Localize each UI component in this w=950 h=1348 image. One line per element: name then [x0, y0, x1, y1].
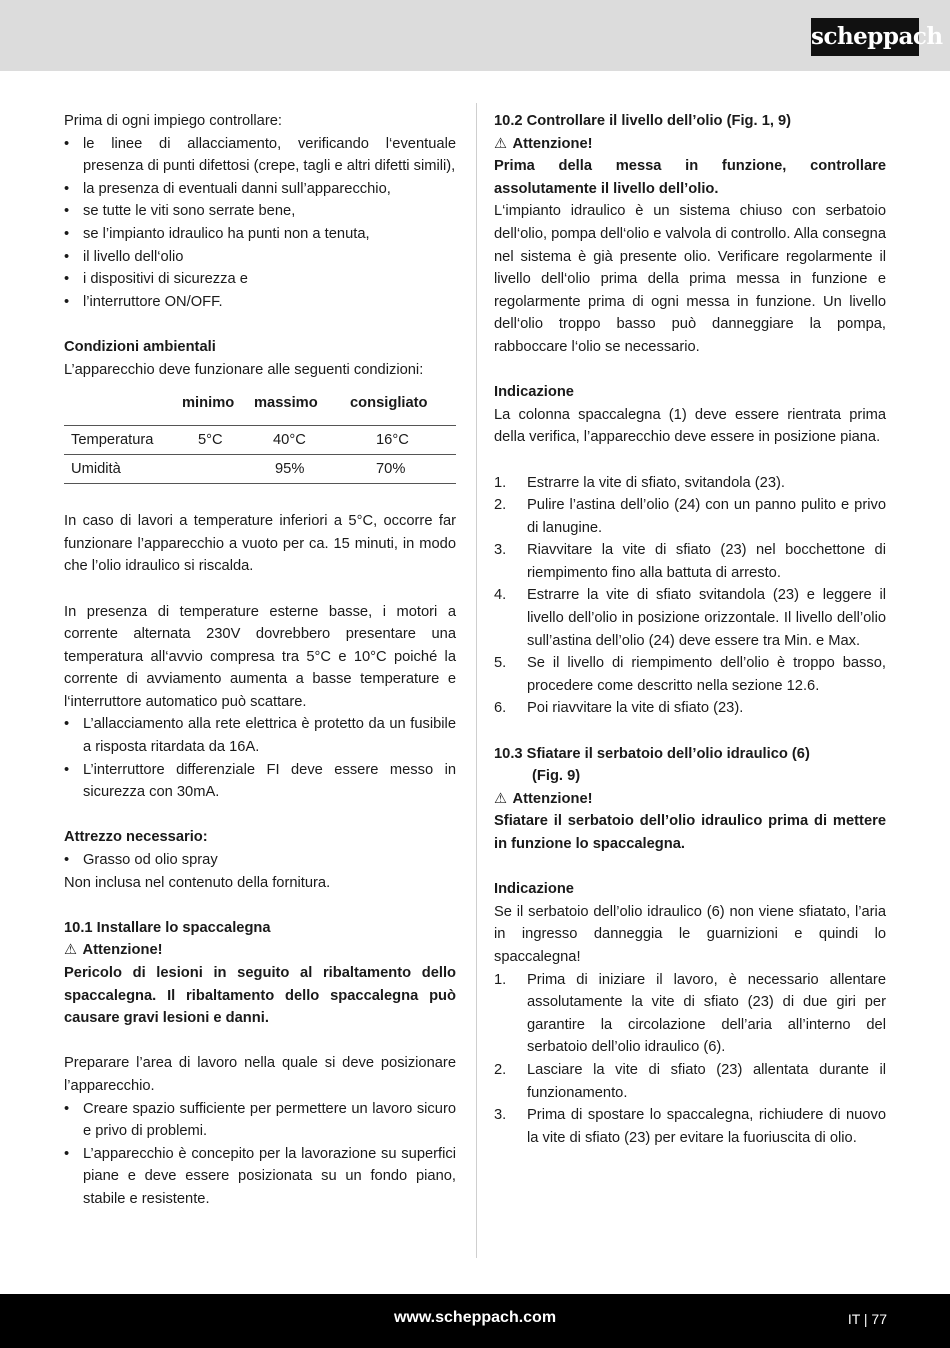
hydraulic-text: L‘impianto idraulico è un sistema chiuso con serbatoio dell‘olio, pompa dell‘olio e valvola di controllo. Alla consegna nel sistema è già presente olio. Verificare regolarmente il livello dell‘olio prima della prima messa in funzione e regolarmente prima di ogni messa in funzione. Un livello dell‘olio troppo basso può danneggiare la pompa, rabboccare l‘olio se necessario. [494, 203, 886, 355]
step-text: Poi riavvitare la vite di sfiato (23). [527, 700, 744, 717]
warning-label: Attenzione! [82, 942, 163, 959]
list-item [494, 1104, 886, 1149]
workarea-text: Preparare l’area di lavoro nella quale si deve posizionare l’apparecchio. [64, 1055, 456, 1094]
table-row [64, 455, 456, 484]
table-row [64, 426, 456, 455]
warning-label: Attenzione! [512, 790, 593, 807]
warning-line [494, 788, 886, 811]
list-item: • le linee di allacciamento, verificando l‘eventuale presenza di punti difettosi (crepe, tagli e altri difetti simili), [64, 133, 456, 178]
step-number: 6. [494, 700, 507, 717]
motors-paragraph: In presenza di temperature esterne basse, i motori a corrente alternata 230V dovrebbero presentare una temperatura all‘avvio compresa tra 5°C e 10°C poiché la corrente di avviamento aumenta a basse temperature e l‘interruttore automatico può scattare. [64, 603, 456, 710]
venting-steps [494, 969, 886, 1150]
list-item: • Grasso od olio spray [64, 849, 456, 872]
warning-label: Attenzione! [512, 135, 593, 152]
table-cell: 5°C [182, 426, 254, 455]
list-item: • L’allacciamento alla rete elettrica è protetto da un fusibile a risposta ritardata da 16A. [64, 713, 456, 758]
step-number: 3. [494, 542, 507, 559]
list-item [494, 697, 886, 720]
list-item: • se l’impianto idraulico ha punti non a tenuta, [64, 223, 456, 246]
list-item: • L’interruttore differenziale FI deve essere messo in sicurezza con 30mA. [64, 759, 456, 804]
warning-line [494, 133, 886, 156]
warning-line [64, 939, 456, 962]
note-heading: Indicazione [494, 384, 574, 401]
step-text: Prima di iniziare il lavoro, è necessario allentare assolutamente la vite di sfiato (23) di due giri per garantire la circolazione dell’aria all’interno del serbatoio dell’olio idraulico (6). [527, 971, 886, 1056]
list-item [494, 1059, 886, 1104]
electric-list [64, 713, 456, 803]
conditions-table [64, 381, 456, 484]
list-item [494, 472, 886, 495]
right-column [494, 110, 886, 1149]
header-bar [0, 0, 950, 71]
step-number: 4. [494, 587, 507, 604]
oil-check-steps [494, 472, 886, 721]
warning-triangle-icon: ⚠ [494, 790, 508, 807]
table-cell: Temperatura [64, 426, 182, 455]
step-number: 1. [494, 474, 507, 491]
list-item: • L’apparecchio è concepito per la lavorazione su superfici piane e deve essere posizionata su un fondo piano, stabile e resistente. [64, 1143, 456, 1211]
step-text: Estrarre la vite di sfiato svitandola (23) e leggere il livello dell’olio in posizione orizzontale. Il livello dell’olio sull’astina dell’olio (24) deve essere tra Min. e Max. [527, 587, 886, 649]
step-number: 3. [494, 1107, 507, 1124]
checks-intro: Prima di ogni impiego controllare: [64, 113, 282, 129]
warning-text: Pericolo di lesioni in seguito al ribaltamento dello spaccalegna. Il ribaltamento dello spaccalegna può causare gravi lesioni e danni. [64, 965, 456, 1027]
column-divider [476, 103, 477, 1258]
footer-bar [0, 1294, 950, 1348]
list-item [494, 652, 886, 697]
page-number: IT | 77 [847, 1311, 887, 1327]
list-item: • il livello dell‘olio [64, 246, 456, 269]
tools-heading: Attrezzo necessario: [64, 829, 208, 846]
section-10-3-heading: 10.3 Sfiatare il serbatoio dell’olio idraulico (6) [494, 745, 810, 762]
scheppach-logo: scheppach [811, 18, 919, 56]
list-item: • se tutte le viti sono serrate bene, [64, 200, 456, 223]
env-text: L’apparecchio deve funzionare alle seguenti condizioni: [64, 361, 424, 378]
step-text: Pulire l’astina dell’olio (24) con un panno pulito e privo di lanugine. [527, 497, 886, 536]
table-cell: 16°C [350, 426, 456, 455]
table-header-row [64, 381, 456, 426]
list-item [494, 494, 886, 539]
step-text: Lasciare la vite di sfiato (23) allentata durante il funzionamento. [527, 1061, 886, 1101]
table-cell: Umidità [64, 455, 182, 484]
warning-text: Prima della messa in funzione, controllare assolutamente il livello dell’olio. [494, 158, 886, 197]
table-header [64, 381, 182, 426]
step-number: 2. [494, 497, 507, 514]
table-cell: 95% [254, 455, 350, 484]
cold-paragraph: In caso di lavori a temperature inferiori a 5°C, occorre far funzionare l’apparecchio a vuoto per ca. 15 minuti, in modo che l’olio idraulico si riscalda. [64, 513, 456, 575]
env-heading: Condizioni ambientali [64, 338, 216, 355]
section-10-3-heading-cont: (Fig. 9) [532, 768, 581, 785]
warning-triangle-icon: ⚠ [64, 942, 78, 959]
step-text: Se il livello di riempimento dell’olio è troppo basso, procedere come descritto nella sezione 12.6. [527, 655, 886, 694]
checks-list [64, 133, 456, 314]
left-column [64, 110, 456, 1211]
note-text: La colonna spaccalegna (1) deve essere rientrata prima della verifica, l’apparecchio deve essere in posizione piana. [494, 406, 886, 446]
list-item [494, 539, 886, 584]
list-item: • Creare spazio sufficiente per permettere un lavoro sicuro e privo di problemi. [64, 1098, 456, 1143]
section-10-1-heading: 10.1 Installare lo spaccalegna [64, 919, 271, 936]
note-heading: Indicazione [494, 881, 574, 898]
warning-triangle-icon: ⚠ [494, 135, 508, 152]
list-item [494, 584, 886, 652]
step-text: Prima di spostare lo spaccalegna, richiudere di nuovo la vite di sfiato (23) per evitare la fuoriuscita di olio. [527, 1107, 886, 1146]
table-cell: 40°C [254, 426, 350, 455]
list-item [494, 969, 886, 1059]
tools-list [64, 849, 456, 872]
table-cell [182, 455, 254, 484]
note-text: Se il serbatoio dell’olio idraulico (6) non viene sfiatato, l’aria in ingresso danneggia le guarnizioni e quindi lo spaccalegna! [494, 903, 886, 965]
list-item: • i dispositivi di sicurezza e [64, 268, 456, 291]
table-header: massimo [254, 394, 318, 411]
step-number: 2. [494, 1061, 507, 1078]
website-link[interactable]: www.scheppach.com [393, 1309, 557, 1326]
table-header: minimo [182, 394, 235, 411]
list-item: • la presenza di eventuali danni sull’apparecchio, [64, 178, 456, 201]
workarea-list [64, 1098, 456, 1211]
step-text: Estrarre la vite di sfiato, svitandola (23). [527, 474, 785, 491]
tools-note: Non inclusa nel contenuto della fornitura. [64, 874, 331, 891]
table-cell: 70% [350, 455, 456, 484]
section-10-2-heading: 10.2 Controllare il livello dell’olio (Fig. 1, 9) [494, 113, 792, 129]
step-number: 1. [494, 971, 507, 988]
step-number: 5. [494, 655, 507, 672]
table-header: consigliato [350, 394, 428, 411]
warning-text: Sfiatare il serbatoio dell’olio idraulico prima di mettere in funzione lo spaccalegna. [494, 813, 886, 852]
list-item: • l’interruttore ON/OFF. [64, 291, 456, 314]
step-text: Riavvitare la vite di sfiato (23) nel bocchettone di riempimento fino alla battuta di arresto. [527, 542, 886, 581]
